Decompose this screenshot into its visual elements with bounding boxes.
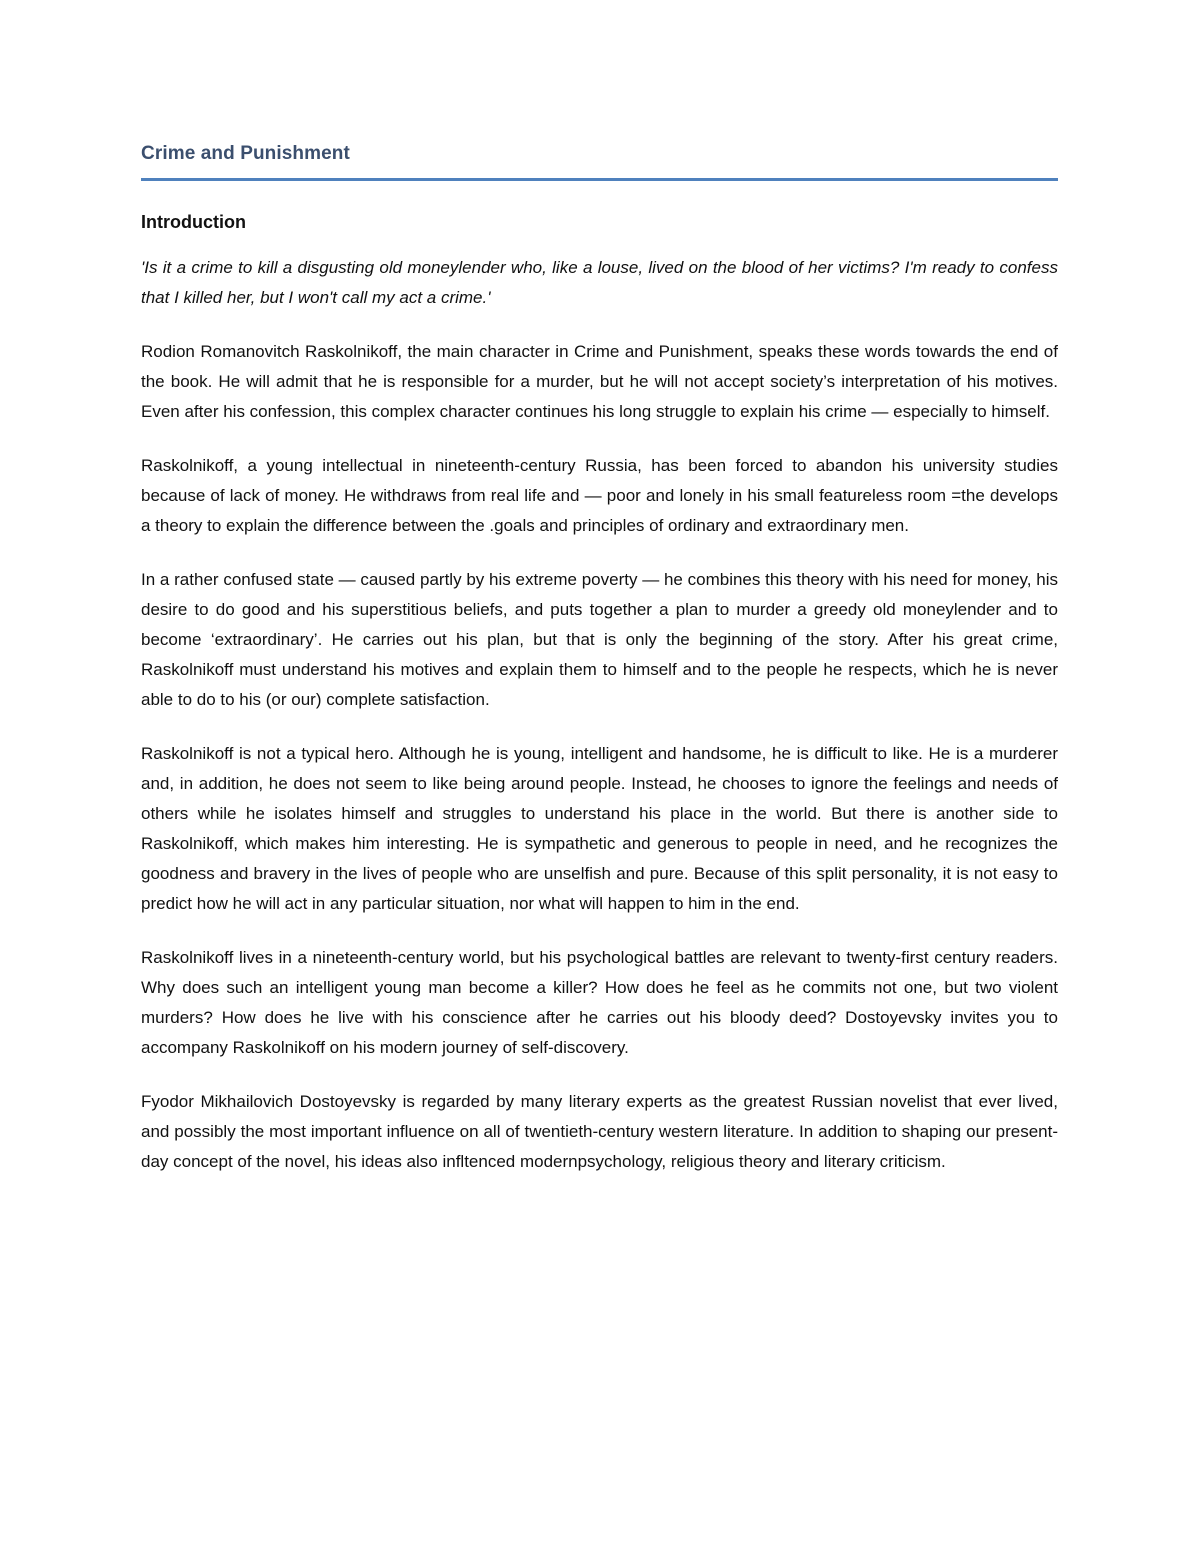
title-underline-rule: [141, 178, 1058, 181]
document-page: [141, 140, 1058, 1177]
paragraph-5: Raskolnikoff lives in a nineteenth-century world, but his psychological battles are relevant to twenty-first century readers. Why does such an intelligent young man become a killer? How does he feel as he commits not one, but two violent murders? How does he live with his conscience after he carries out his bloody deed? Dostoyevsky invites you to accompany Raskolnikoff on his modern journey of self-discovery.: [141, 948, 1058, 1057]
section-heading-introduction: Introduction: [141, 212, 246, 232]
paragraph-1: Rodion Romanovitch Raskolnikoff, the main character in Crime and Punishment, speaks these words towards the end of the book. He will admit that he is responsible for a murder, but he will not accept society’s interpretation of his motives. Even after his confession, this complex character continues his long struggle to explain his crime — especially to himself.: [141, 342, 1058, 421]
paragraph-2: Raskolnikoff, a young intellectual in nineteenth-century Russia, has been forced to abandon his university studies because of lack of money. He withdraws from real life and — poor and lonely in his small featureless room =the develops a theory to explain the difference between the .goals and principles of ordinary and extraordinary men.: [141, 456, 1058, 535]
paragraph-6: Fyodor Mikhailovich Dostoyevsky is regarded by many literary experts as the greatest Russian novelist that ever lived, and possibly the most important influence on all of twentieth-century western literature. In addition to shaping our present-day concept of the novel, his ideas also infltenced modernpsychology, religious theory and literary criticism.: [141, 1092, 1058, 1171]
opening-quote: 'Is it a crime to kill a disgusting old moneylender who, like a louse, lived on the blood of her victims? I'm ready to confess that I killed her, but I won't call my act a crime.': [141, 258, 1058, 307]
paragraph-3: In a rather confused state — caused partly by his extreme poverty — he combines this theory with his need for money, his desire to do good and his superstitious beliefs, and puts together a plan to murder a greedy old moneylender and to become ‘extraordinary’. He carries out his plan, but that is only the beginning of the story. After his great crime, Raskolnikoff must understand his motives and explain them to himself and to the people he respects, which he is never able to do to his (or our) complete satisfaction.: [141, 570, 1058, 709]
document-title: Crime and Punishment: [141, 143, 350, 164]
paragraph-4: Raskolnikoff is not a typical hero. Although he is young, intelligent and handsome, he is difficult to like. He is a murderer and, in addition, he does not seem to like being around people. Instead, he chooses to ignore the feelings and needs of others while he isolates himself and struggles to understand his place in the world. But there is another side to Raskolnikoff, which makes him interesting. He is sympathetic and generous to people in need, and he recognizes the goodness and bravery in the lives of people who are unselfish and pure. Because of this split personality, it is not easy to predict how he will act in any particular situation, nor what will happen to him in the end.: [141, 744, 1058, 913]
